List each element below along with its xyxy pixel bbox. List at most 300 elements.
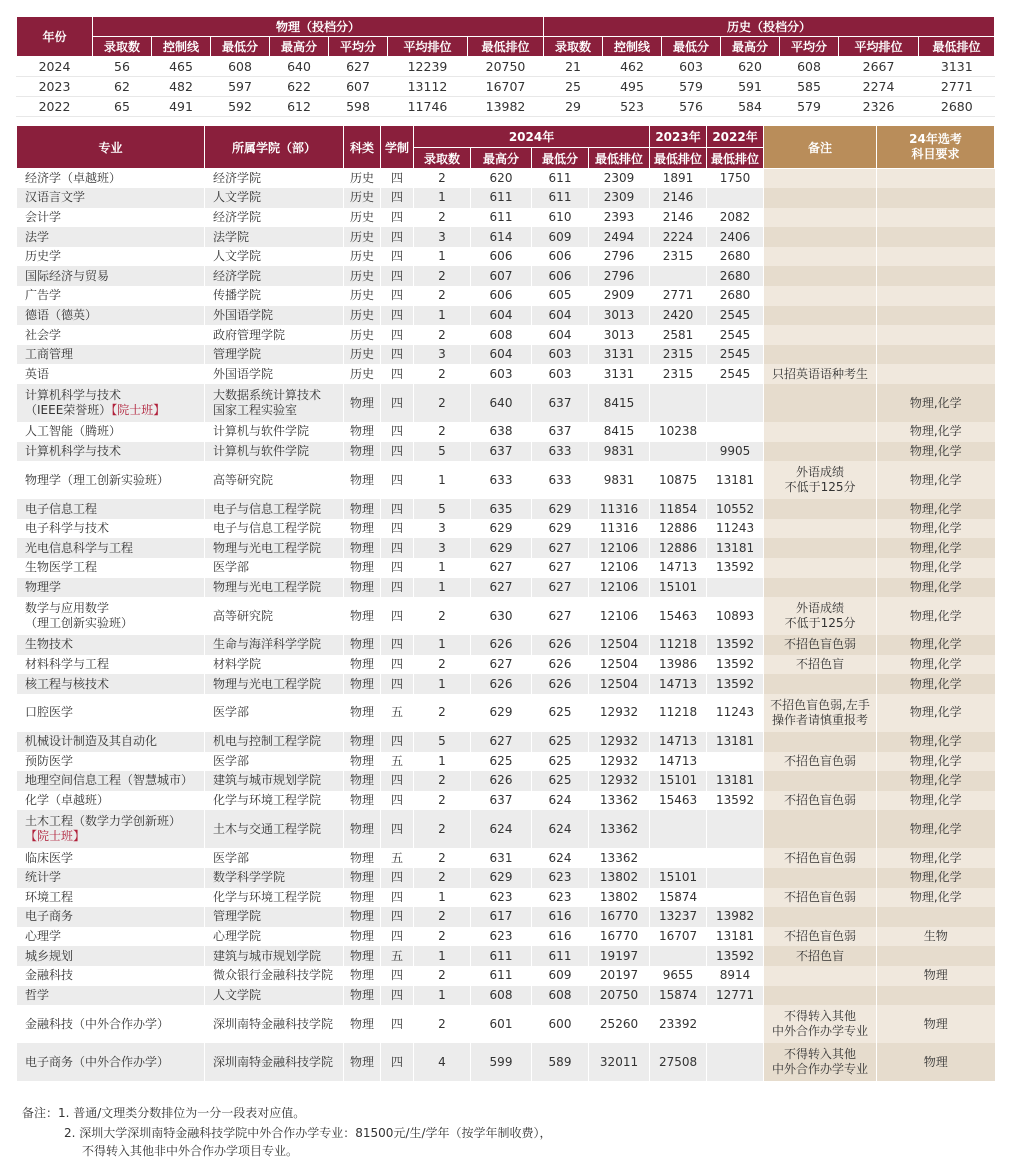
table-row — [17, 946, 995, 966]
max-score: 629 — [471, 538, 532, 558]
note-line1: 不招色盲 — [796, 657, 845, 672]
subject-type: 历史 — [344, 188, 381, 208]
note-line1: 不招色盲色弱 — [784, 637, 857, 652]
summary-year: 2022 — [17, 97, 93, 117]
table-row — [17, 966, 995, 986]
footnote-3: 不得转入其他非中外合作办学项目专业。 — [82, 1144, 299, 1158]
min-rank-2022: 13181 — [707, 461, 764, 499]
table-row — [17, 694, 995, 732]
max-score: 625 — [471, 752, 532, 772]
min-rank-2024: 2909 — [589, 286, 650, 306]
college-name — [205, 655, 344, 675]
table-row — [17, 635, 995, 655]
min-rank-2022: 2680 — [707, 286, 764, 306]
table-row — [17, 169, 995, 189]
subject-requirement — [877, 266, 995, 286]
admit-count: 2 — [414, 364, 471, 384]
college-name-line1: 医学部 — [213, 753, 250, 768]
college-name — [205, 345, 344, 365]
major-name-line1: 金融科技 — [25, 968, 74, 983]
major-name-line1: 历史学 — [25, 249, 62, 264]
major-name-line1: 物理学 — [25, 579, 62, 594]
history-value: 603 — [662, 57, 721, 77]
subject-requirement: 物理,化学 — [877, 442, 995, 462]
college-name-line1: 外国语学院 — [213, 366, 274, 381]
admit-count: 2 — [414, 266, 471, 286]
major-name — [17, 578, 205, 598]
college-name — [205, 188, 344, 208]
min-rank-2022: 2545 — [707, 306, 764, 326]
admit-count: 5 — [414, 442, 471, 462]
subject-type: 物理 — [344, 810, 381, 848]
history-subheader: 最低排位 — [919, 37, 995, 57]
college-name-line1: 建筑与城市规划学院 — [213, 948, 322, 963]
academician-class-tag: 【院士班】 — [111, 403, 166, 418]
subject-requirement: 物理,化学 — [877, 810, 995, 848]
min-rank-2022 — [707, 810, 764, 848]
major-name — [17, 694, 205, 732]
note — [764, 791, 877, 811]
college-name-line1: 计算机与软件学院 — [213, 424, 310, 439]
history-value: 2680 — [919, 97, 995, 117]
major-name — [17, 732, 205, 752]
min-rank-2023-header: 最低排位 — [650, 148, 707, 169]
admit-count: 1 — [414, 558, 471, 578]
history-value: 21 — [544, 57, 603, 77]
min-rank-2023: 14713 — [650, 674, 707, 694]
table-row — [17, 325, 995, 345]
min-rank-2023 — [650, 266, 707, 286]
major-name — [17, 946, 205, 966]
min-rank-2023: 9655 — [650, 966, 707, 986]
max-score: 614 — [471, 227, 532, 247]
min-rank-2022: 13592 — [707, 655, 764, 675]
major-name — [17, 1005, 205, 1043]
max-score: 637 — [471, 442, 532, 462]
min-rank-2024: 19197 — [589, 946, 650, 966]
duration: 四 — [381, 966, 414, 986]
subject-type: 物理 — [344, 966, 381, 986]
table-row — [17, 286, 995, 306]
subject-type: 历史 — [344, 247, 381, 267]
duration: 四 — [381, 1043, 414, 1081]
note-line1: 不招色盲色弱 — [784, 753, 857, 768]
max-score: 623 — [471, 927, 532, 947]
note — [764, 188, 877, 208]
admit-count: 3 — [414, 519, 471, 539]
subject-type: 物理 — [344, 674, 381, 694]
max-score: 638 — [471, 422, 532, 442]
college-name-line1: 政府管理学院 — [213, 327, 286, 342]
history-subheader: 控制线 — [603, 37, 662, 57]
college-name — [205, 442, 344, 462]
admit-count: 2 — [414, 966, 471, 986]
major-name — [17, 771, 205, 791]
min-rank-2022: 2082 — [707, 208, 764, 228]
table-row — [17, 558, 995, 578]
min-score: 627 — [532, 578, 589, 598]
min-rank-header: 最低排位 — [589, 148, 650, 169]
college-name-line1: 高等研究院 — [213, 472, 274, 487]
subject-type: 物理 — [344, 1043, 381, 1081]
min-score: 610 — [532, 208, 589, 228]
note — [764, 247, 877, 267]
min-rank-2022: 13982 — [707, 907, 764, 927]
duration: 四 — [381, 208, 414, 228]
min-score: 603 — [532, 345, 589, 365]
history-value: 2326 — [839, 97, 919, 117]
admit-count: 1 — [414, 635, 471, 655]
min-rank-2022 — [707, 1005, 764, 1043]
year-2022-header: 2022年 — [707, 126, 764, 148]
subject-requirement — [877, 188, 995, 208]
major-name — [17, 286, 205, 306]
summary-row — [17, 57, 995, 77]
history-subheader: 平均排位 — [839, 37, 919, 57]
min-rank-2024: 12932 — [589, 694, 650, 732]
college-name-line1: 深圳南特金融科技学院 — [213, 1054, 334, 1069]
major-name-line1: 统计学 — [25, 870, 62, 885]
subject-requirement: 物理,化学 — [877, 732, 995, 752]
major-name — [17, 208, 205, 228]
major-name — [17, 499, 205, 519]
subject-header-line1: 24年选考 — [909, 132, 962, 146]
admit-count: 3 — [414, 538, 471, 558]
subject-requirement — [877, 169, 995, 189]
history-subheader: 最低分 — [662, 37, 721, 57]
major-name — [17, 674, 205, 694]
min-rank-2023: 2315 — [650, 247, 707, 267]
min-rank-2022: 13592 — [707, 674, 764, 694]
admit-count: 1 — [414, 888, 471, 908]
duration-header: 学制 — [381, 126, 414, 169]
duration: 五 — [381, 752, 414, 772]
min-rank-2023: 13986 — [650, 655, 707, 675]
max-score: 635 — [471, 499, 532, 519]
college-name-line1: 大数据系统计算技术 — [213, 388, 322, 403]
duration: 四 — [381, 791, 414, 811]
admit-count: 1 — [414, 247, 471, 267]
subject-type: 物理 — [344, 538, 381, 558]
college-name-line1: 建筑与城市规划学院 — [213, 773, 322, 788]
physics-subheader: 平均排位 — [388, 37, 468, 57]
max-score: 627 — [471, 578, 532, 598]
note-line2: 中外合作办学专业 — [772, 1024, 869, 1039]
subject-type: 物理 — [344, 732, 381, 752]
college-name — [205, 247, 344, 267]
subject-type: 历史 — [344, 364, 381, 384]
min-rank-2022 — [707, 188, 764, 208]
duration: 四 — [381, 635, 414, 655]
major-name — [17, 888, 205, 908]
max-score: 611 — [471, 208, 532, 228]
min-rank-2023 — [650, 946, 707, 966]
college-name — [205, 499, 344, 519]
min-rank-2023: 14713 — [650, 558, 707, 578]
min-score: 606 — [532, 247, 589, 267]
history-value: 620 — [721, 57, 780, 77]
college-name-line1: 化学与环境工程学院 — [213, 793, 322, 808]
table-row — [17, 519, 995, 539]
subject-requirement: 物理,化学 — [877, 888, 995, 908]
min-score: 624 — [532, 848, 589, 868]
min-rank-2023: 13237 — [650, 907, 707, 927]
note-line1: 不招色盲色弱 — [784, 793, 857, 808]
min-score: 626 — [532, 655, 589, 675]
major-name — [17, 442, 205, 462]
major-name — [17, 306, 205, 326]
min-score: 633 — [532, 461, 589, 499]
min-rank-2023: 16707 — [650, 927, 707, 947]
min-rank-2023: 2315 — [650, 364, 707, 384]
physics-value: 11746 — [388, 97, 468, 117]
table-row — [17, 442, 995, 462]
note — [764, 306, 877, 326]
duration: 四 — [381, 1005, 414, 1043]
subject-requirement: 物理,化学 — [877, 578, 995, 598]
table-row — [17, 1043, 995, 1081]
duration: 四 — [381, 188, 414, 208]
college-name-line1: 计算机与软件学院 — [213, 443, 310, 458]
min-score: 625 — [532, 732, 589, 752]
major-name — [17, 345, 205, 365]
major-name — [17, 519, 205, 539]
admit-count: 5 — [414, 732, 471, 752]
subject-requirement — [877, 325, 995, 345]
max-score: 626 — [471, 635, 532, 655]
min-rank-2024: 12504 — [589, 674, 650, 694]
major-name-line2: （IEEE荣誉班） — [25, 403, 112, 418]
major-name-line1: 计算机科学与技术 — [25, 388, 122, 403]
subject-requirement: 物理,化学 — [877, 538, 995, 558]
college-name — [205, 538, 344, 558]
major-name-line1: 临床医学 — [25, 850, 74, 865]
subject-type: 物理 — [344, 907, 381, 927]
min-score: 611 — [532, 169, 589, 189]
subject-requirement: 物理 — [877, 1043, 995, 1081]
min-score: 611 — [532, 188, 589, 208]
note — [764, 442, 877, 462]
subject-type: 历史 — [344, 208, 381, 228]
min-rank-2024: 11316 — [589, 519, 650, 539]
subject-type: 物理 — [344, 499, 381, 519]
min-rank-2022: 2680 — [707, 247, 764, 267]
college-name — [205, 266, 344, 286]
college-name-line1: 外国语学院 — [213, 307, 274, 322]
note — [764, 986, 877, 1006]
min-rank-2024: 13802 — [589, 868, 650, 888]
max-score: 604 — [471, 306, 532, 326]
min-rank-2024: 9831 — [589, 442, 650, 462]
subject-requirement-header — [877, 126, 995, 169]
note — [764, 558, 877, 578]
max-score: 606 — [471, 247, 532, 267]
min-rank-2022: 11243 — [707, 519, 764, 539]
major-name — [17, 810, 205, 848]
table-row — [17, 345, 995, 365]
table-row — [17, 384, 995, 422]
admit-count: 2 — [414, 384, 471, 422]
min-score: 637 — [532, 384, 589, 422]
history-subheader: 最高分 — [721, 37, 780, 57]
subject-type: 物理 — [344, 597, 381, 635]
min-rank-2024: 3131 — [589, 364, 650, 384]
major-name-line1: 土木工程（数学力学创新班） — [25, 814, 182, 829]
min-rank-2024: 12504 — [589, 655, 650, 675]
history-value: 29 — [544, 97, 603, 117]
admit-count: 2 — [414, 325, 471, 345]
subject-requirement — [877, 345, 995, 365]
admit-count: 2 — [414, 810, 471, 848]
subject-requirement: 物理,化学 — [877, 848, 995, 868]
min-rank-2024: 12106 — [589, 597, 650, 635]
major-name-line1: 国际经济与贸易 — [25, 268, 110, 283]
min-rank-2024: 12932 — [589, 732, 650, 752]
admit-count: 3 — [414, 227, 471, 247]
subject-requirement: 生物 — [877, 927, 995, 947]
max-score: 617 — [471, 907, 532, 927]
min-rank-2022: 2545 — [707, 364, 764, 384]
major-name-line1: 机械设计制造及其自动化 — [25, 734, 158, 749]
summary-row — [17, 97, 995, 117]
note — [764, 499, 877, 519]
admit-count: 2 — [414, 1005, 471, 1043]
duration: 五 — [381, 946, 414, 966]
history-value: 462 — [603, 57, 662, 77]
min-score: 623 — [532, 888, 589, 908]
admit-count: 2 — [414, 848, 471, 868]
subject-type: 物理 — [344, 578, 381, 598]
subject-requirement: 物理,化学 — [877, 635, 995, 655]
note-line2: 中外合作办学专业 — [772, 1062, 869, 1077]
major-name-line1: 材料科学与工程 — [25, 657, 110, 672]
count-header: 录取数 — [414, 148, 471, 169]
admit-count: 2 — [414, 927, 471, 947]
history-value: 495 — [603, 77, 662, 97]
max-score: 611 — [471, 946, 532, 966]
min-rank-2022 — [707, 384, 764, 422]
major-name — [17, 848, 205, 868]
min-score: 609 — [532, 966, 589, 986]
min-rank-2023: 23392 — [650, 1005, 707, 1043]
college-name-line1: 深圳南特金融科技学院 — [213, 1016, 334, 1031]
note — [764, 1005, 877, 1043]
college-name-line1: 数学科学学院 — [213, 870, 286, 885]
admit-count: 2 — [414, 422, 471, 442]
note — [764, 674, 877, 694]
subject-requirement — [877, 364, 995, 384]
max-score: 608 — [471, 325, 532, 345]
admit-count: 1 — [414, 674, 471, 694]
summary-year: 2024 — [17, 57, 93, 77]
note — [764, 888, 877, 908]
college-name — [205, 635, 344, 655]
subject-requirement — [877, 208, 995, 228]
max-score-header: 最高分 — [471, 148, 532, 169]
min-rank-2024: 12106 — [589, 538, 650, 558]
max-score: 606 — [471, 286, 532, 306]
min-rank-2023: 11854 — [650, 499, 707, 519]
min-score: 604 — [532, 325, 589, 345]
college-name — [205, 966, 344, 986]
min-rank-2024: 2309 — [589, 169, 650, 189]
admit-count: 1 — [414, 578, 471, 598]
max-score: 607 — [471, 266, 532, 286]
min-rank-2022: 1750 — [707, 169, 764, 189]
min-score: 603 — [532, 364, 589, 384]
physics-value: 607 — [329, 77, 388, 97]
min-score: 625 — [532, 752, 589, 772]
note — [764, 848, 877, 868]
min-rank-2022: 13592 — [707, 558, 764, 578]
physics-value: 12239 — [388, 57, 468, 77]
min-rank-2022: 9905 — [707, 442, 764, 462]
college-name-line1: 医学部 — [213, 705, 250, 720]
min-rank-2024: 2796 — [589, 247, 650, 267]
note-line1: 外语成绩 — [796, 465, 845, 480]
min-rank-2022: 10552 — [707, 499, 764, 519]
subject-type: 物理 — [344, 986, 381, 1006]
subject-type: 物理 — [344, 442, 381, 462]
note — [764, 422, 877, 442]
college-name-line1: 医学部 — [213, 850, 250, 865]
summary-year: 2023 — [17, 77, 93, 97]
max-score: 627 — [471, 732, 532, 752]
subject-requirement: 物理,化学 — [877, 558, 995, 578]
college-name-line1: 微众银行金融科技学院 — [213, 968, 334, 983]
duration: 四 — [381, 888, 414, 908]
admit-count: 2 — [414, 694, 471, 732]
note — [764, 597, 877, 635]
table-row — [17, 597, 995, 635]
note — [764, 227, 877, 247]
college-name — [205, 306, 344, 326]
college-name — [205, 1043, 344, 1081]
subject-requirement — [877, 986, 995, 1006]
history-value: 2274 — [839, 77, 919, 97]
subject-type: 物理 — [344, 1005, 381, 1043]
min-rank-2024: 13362 — [589, 810, 650, 848]
major-name-line1: 光电信息科学与工程 — [25, 540, 134, 555]
major-name-line1: 工商管理 — [25, 347, 74, 362]
min-score: 624 — [532, 810, 589, 848]
table-row — [17, 888, 995, 908]
subject-type: 物理 — [344, 752, 381, 772]
min-rank-2024: 12504 — [589, 635, 650, 655]
min-score: 627 — [532, 538, 589, 558]
duration: 四 — [381, 986, 414, 1006]
min-rank-2023: 1891 — [650, 169, 707, 189]
college-name — [205, 384, 344, 422]
note — [764, 208, 877, 228]
physics-value: 598 — [329, 97, 388, 117]
subject-requirement: 物理,化学 — [877, 422, 995, 442]
physics-value: 13982 — [468, 97, 544, 117]
table-row — [17, 848, 995, 868]
min-score: 629 — [532, 499, 589, 519]
table-row — [17, 499, 995, 519]
admit-count: 1 — [414, 306, 471, 326]
min-rank-2022 — [707, 868, 764, 888]
subject-type: 物理 — [344, 848, 381, 868]
duration: 四 — [381, 810, 414, 848]
major-name-line1: 城乡规划 — [25, 948, 74, 963]
table-row — [17, 364, 995, 384]
major-name — [17, 558, 205, 578]
subject-type: 物理 — [344, 655, 381, 675]
college-name — [205, 791, 344, 811]
admit-count: 2 — [414, 907, 471, 927]
